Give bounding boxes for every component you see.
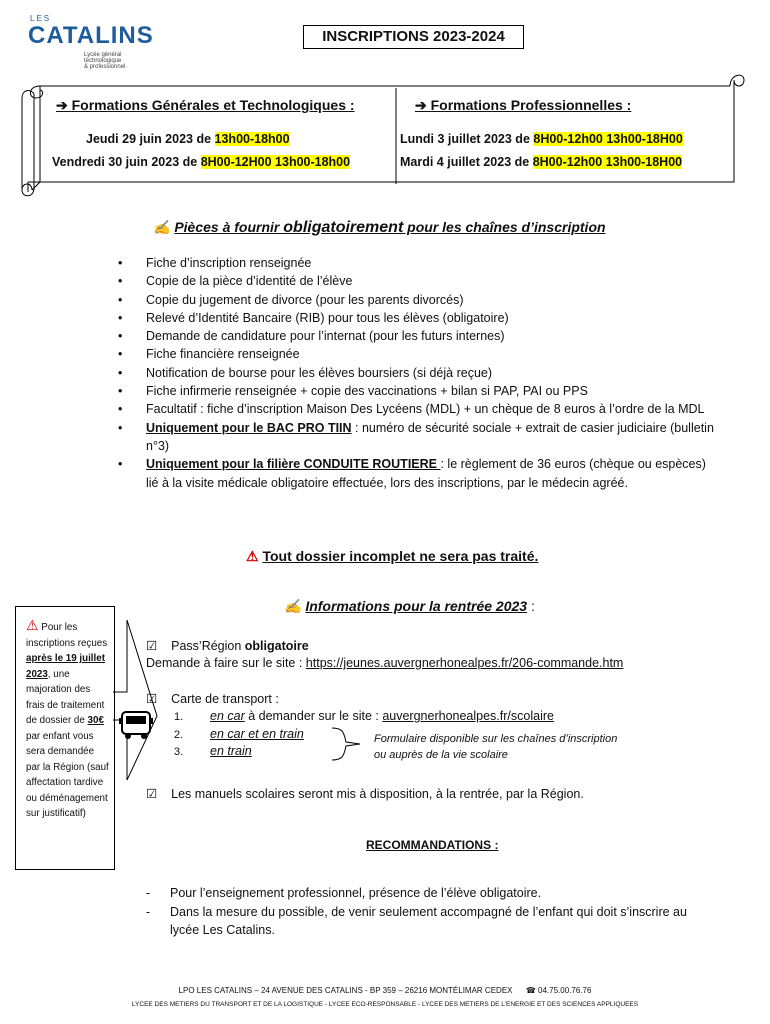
pass-region-demand: Demande à faire sur le site : https://jeunes.auvergnerhonealpes.fr/206-commande.htm xyxy=(146,656,624,670)
pass-region-link[interactable]: https://jeunes.auvergnerhonealpes.fr/206-commande.htm xyxy=(305,656,624,670)
list-item: • Uniquement pour la filière CONDUITE ROUTIERE : le règlement de 36 euros (chèque ou espèces) lié à la visite médicale obligatoire effectuée, lors des inscriptions, par le médecin agréé. xyxy=(118,455,718,492)
logo-les: LES xyxy=(30,14,52,23)
checkbox-icon: ☑ xyxy=(146,692,158,706)
list-item: • Uniquement pour le BAC PRO TIIN : numéro de sécurité sociale + extrait de casier judiciaire (bulletin n°3) xyxy=(118,419,718,456)
transport-card: ☑ Carte de transport : xyxy=(146,692,279,706)
footer-tagline: LYCEE DES METIERS DU TRANSPORT ET DE LA LOGISTIQUE - LYCEE ECO-RESPONSABLE - LYCEE DES METIERS DE L’ENERGIE ET DES SCIENCES APPLIQUEES xyxy=(131,1001,639,1008)
pieces-list xyxy=(118,254,718,492)
transport-option-3: 3. en train xyxy=(174,744,252,758)
list-item: • Copie du jugement de divorce (pour les parents divorcés) xyxy=(118,291,718,309)
list-item: • Fiche infirmerie renseignée + copie des vaccinations + bilan si PAP, PAI ou PPS xyxy=(118,382,718,400)
bus-icon xyxy=(119,708,153,742)
formations-generales-title: ➔ Formations Générales et Technologiques : xyxy=(56,97,355,113)
logo-subtitle: Lycée général technologique & professionnel xyxy=(84,52,126,70)
hand-pointer-icon: ✍ xyxy=(284,598,306,614)
page-title: INSCRIPTIONS 2023-2024 xyxy=(303,25,524,49)
formations-professionnelles-title: ➔ Formations Professionnelles : xyxy=(415,97,632,113)
formulaire-line-1: Formulaire disponible sur les chaînes d’inscription xyxy=(374,733,618,745)
arrow-right-icon: ➔ xyxy=(56,97,72,113)
warning-icon: ⚠ xyxy=(246,548,259,564)
list-item: • Notification de bourse pour les élèves boursiers (si déjà reçue) xyxy=(118,364,718,382)
footer-address: LPO LES CATALINS – 24 AVENUE DES CATALINS - BP 359 – 26216 MONTÉLIMAR CEDEX ☎ 04.75.00.76.76 xyxy=(178,986,592,995)
checkbox-icon: ☑ xyxy=(146,639,158,653)
transport-option-1: 1. en car à demander sur le site : auvergnerhonealpes.fr/scolaire xyxy=(174,709,554,723)
arrow-right-icon: ➔ xyxy=(415,97,431,113)
transport-link[interactable]: auvergnerhonealpes.fr/scolaire xyxy=(382,709,554,723)
list-item: - Dans la mesure du possible, de venir seulement accompagné de l’enfant qui doit s’inscrire au lycée Les Catalins. xyxy=(146,904,687,937)
professionnelles-date-1: Lundi 3 juillet 2023 de 8H00-12h00 13h00-18H00 xyxy=(400,132,683,146)
transport-option-2: 2. en car et en train xyxy=(174,727,304,741)
generales-date-2: Vendredi 30 juin 2023 de 8H00-12H00 13h00-18h00 xyxy=(52,155,351,169)
warning-icon: ⚠ xyxy=(26,617,39,633)
formulaire-note xyxy=(374,731,617,763)
list-item: - Pour l’enseignement professionnel, présence de l’élève obligatoire. xyxy=(146,886,542,900)
phone-icon: ☎ xyxy=(525,986,536,995)
list-item: • Demande de candidature pour l’internat (pour les futurs internes) xyxy=(118,327,718,345)
generales-date-1: Jeudi 29 juin 2023 de 13h00-18h00 xyxy=(86,132,290,146)
hand-pointer-icon: ✍ xyxy=(153,219,175,235)
professionnelles-date-2: Mardi 4 juillet 2023 de 8H00-12h00 13h00-18H00 xyxy=(400,155,683,169)
info-title: ✍ Informations pour la rentrée 2023 : xyxy=(284,598,535,614)
side-note-text: ⚠ Pour les inscriptions reçues après le 19 juillet 2023, une majoration des frais de traitement de dossier de 30€ par enfant vous sera demandée par la Région (sauf affectation tardive ou déménagement sur justificatif) xyxy=(26,617,109,819)
list-item: • Facultatif : fiche d’inscription Maison Des Lycéens (MDL) + un chèque de 8 euros à l’ordre de la MDL xyxy=(118,400,718,418)
pass-region: ☑ Pass’Région obligatoire xyxy=(146,639,309,653)
recommandations-list xyxy=(146,884,706,940)
recommandations-title: RECOMMANDATIONS : xyxy=(366,838,499,852)
list-item: • Fiche financière renseignée xyxy=(118,345,718,363)
brace-icon xyxy=(330,726,364,762)
list-item: • Copie de la pièce d’identité de l’élève xyxy=(118,272,718,290)
incomplete-warning: ⚠ Tout dossier incomplet ne sera pas traité. xyxy=(246,548,539,564)
list-item: • Fiche d’inscription renseignée xyxy=(118,254,718,272)
pieces-title: ✍ Pièces à fournir obligatoirement pour les chaînes d’inscription xyxy=(153,219,606,236)
logo-wordmark: CATALINS xyxy=(28,22,154,49)
manuels-scolaires: ☑ Les manuels scolaires seront mis à disposition, à la rentrée, par la Région. xyxy=(146,787,584,801)
list-item: • Relevé d’Identité Bancaire (RIB) pour tous les élèves (obligatoire) xyxy=(118,309,718,327)
formulaire-line-2: ou auprès de la vie scolaire xyxy=(374,749,508,761)
checkbox-icon: ☑ xyxy=(146,787,158,801)
